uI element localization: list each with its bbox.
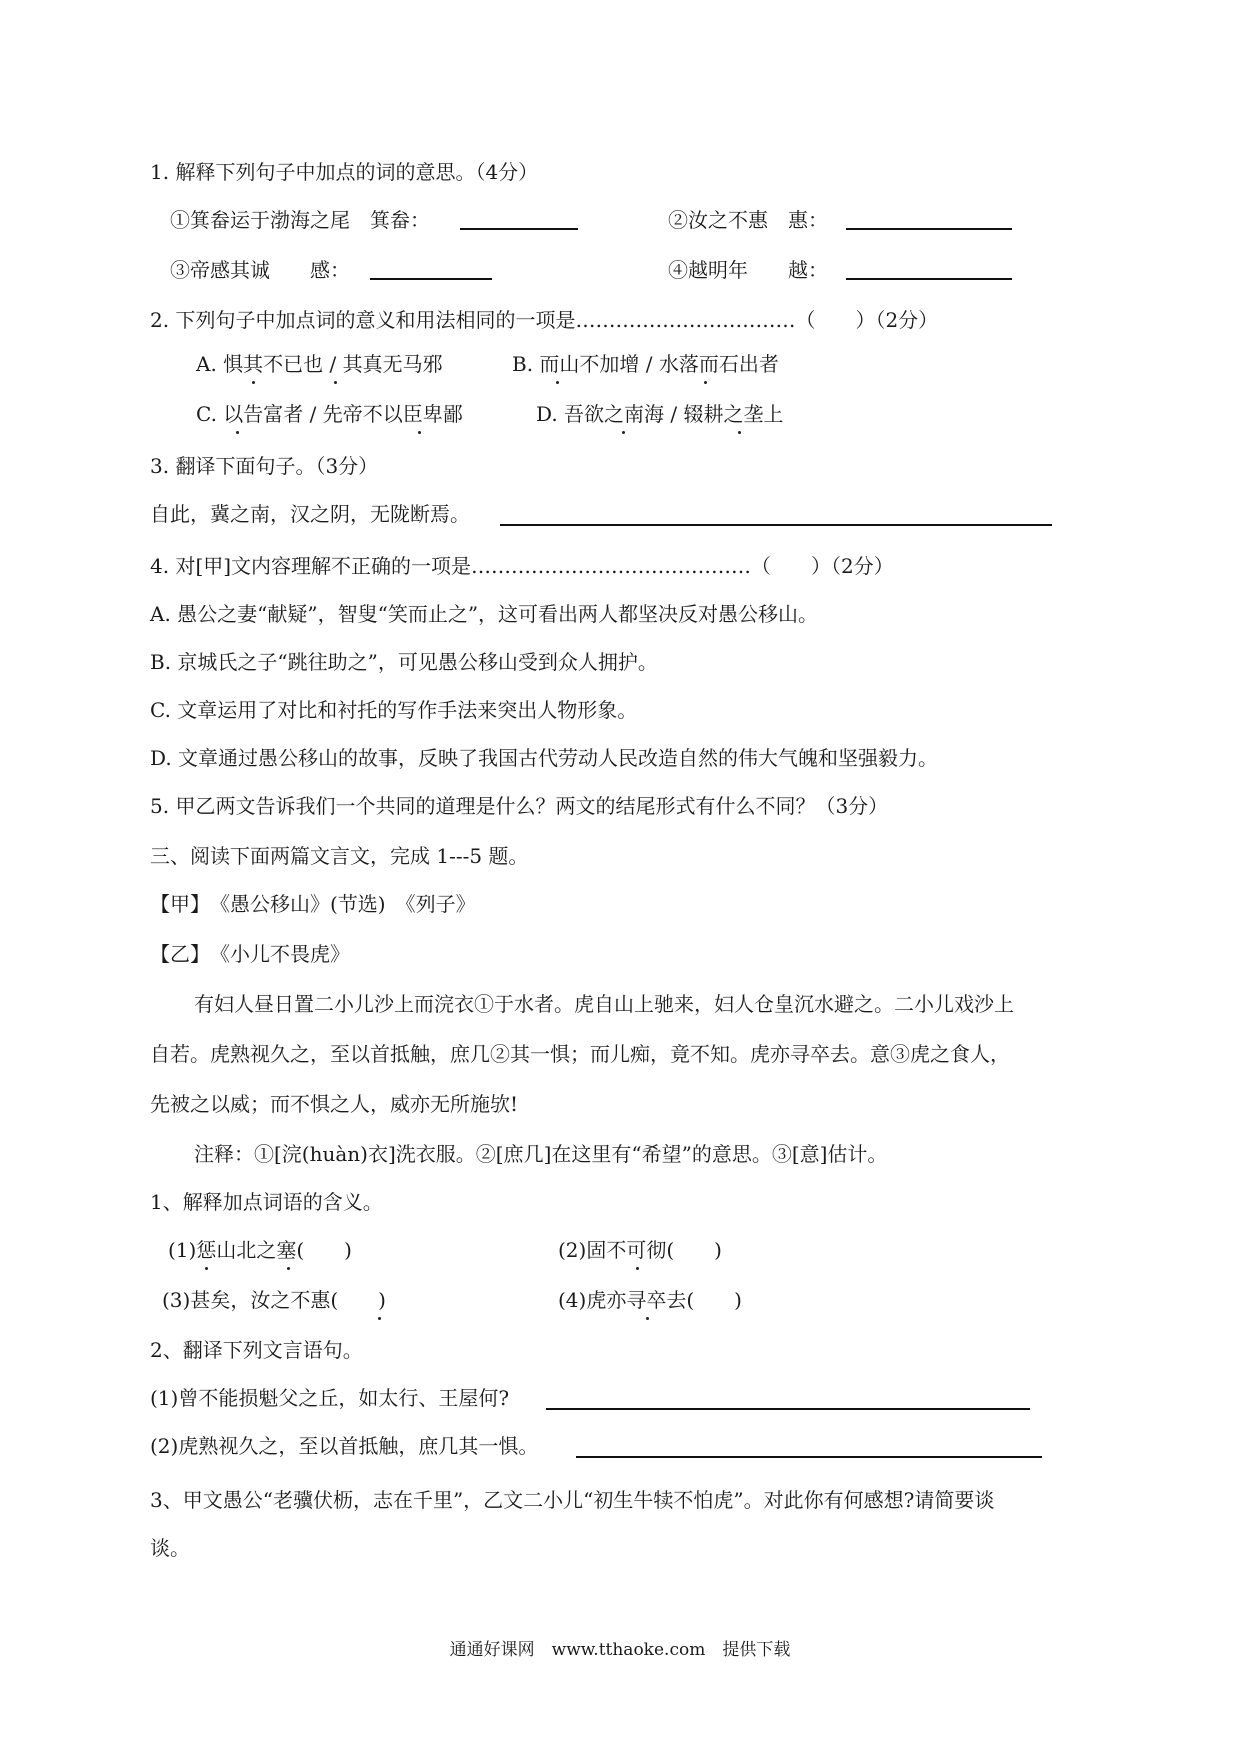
s3-line-2: 谈。	[150, 1536, 190, 1560]
q3-title: 3. 翻译下面句子。（3分）	[150, 454, 379, 478]
q5-title: 5. 甲乙两文告诉我们一个共同的道理是什么？两文的结尾形式有什么不同？（3分）	[150, 794, 889, 818]
q2-option-b: B. 而山不加增 / 水落而石出者	[512, 352, 779, 376]
s1-item-4: (4)虎亦寻卒去( )	[558, 1288, 742, 1312]
passage-paragraph-line: 有妇人昼日置二小儿沙上而浣衣①于水者。虎自山上驰来，妇人仓皇沉水避之。二小儿戏沙上	[194, 992, 1014, 1016]
s2-answer-blank-1[interactable]	[546, 1408, 1030, 1410]
emphasis-dot	[252, 381, 255, 384]
q4-title: 4. 对[甲]文内容理解不正确的一项是……………………………………（ ）（2分）	[150, 554, 894, 578]
s1-title: 1、解释加点词语的含义。	[150, 1190, 383, 1214]
emphasis-dot	[378, 1317, 381, 1320]
s3-line-1: 3、甲文愚公“老骥伏枥，志在千里”，乙文二小儿“初生牛犊不怕虎”。对此你有何感想?请简要谈	[150, 1488, 995, 1512]
q1-answer-blank-d[interactable]	[846, 278, 1012, 280]
q1-item-a: ①箕畚运于渤海之尾 箕畚：	[170, 208, 430, 232]
q2-option-c: C. 以告富者 / 先帝不以臣卑鄙	[196, 402, 463, 426]
emphasis-dot	[738, 431, 741, 434]
q1-answer-blank-a[interactable]	[460, 228, 578, 230]
q1-item-b: ②汝之不惠 惠：	[668, 208, 828, 232]
emphasis-dot	[334, 381, 337, 384]
emphasis-dot	[418, 431, 421, 434]
q4-option-b: B. 京城氏之子“跳往助之”，可见愚公移山受到众人拥护。	[150, 650, 658, 674]
passage-notes: 注释：①[浣(huàn)衣]洗衣服。②[庶几]在这里有“希望”的意思。③[意]估计。	[194, 1142, 888, 1166]
emphasis-dot	[236, 431, 239, 434]
s2-answer-blank-2[interactable]	[576, 1456, 1042, 1458]
emphasis-dot	[646, 1317, 649, 1320]
s2-item-1: (1)曾不能损魁父之丘，如太行、王屋何?	[150, 1386, 510, 1410]
emphasis-dot	[636, 1267, 639, 1270]
q3-sentence: 自此，冀之南，汉之阴，无陇断焉。	[150, 502, 470, 526]
emphasis-dot	[704, 381, 707, 384]
q1-item-d: ④越明年 越：	[668, 258, 828, 282]
passage-yi-title: 【乙】 《小儿不畏虎》	[150, 942, 350, 966]
passage-paragraph-line: 自若。虎熟视久之，至以首抵触，庶几②其一惧；而儿痴，竟不知。虎亦寻卒去。意③虎之食人，	[150, 1042, 1010, 1066]
q4-option-c: C. 文章运用了对比和衬托的写作手法来突出人物形象。	[150, 698, 638, 722]
emphasis-dot	[205, 1267, 208, 1270]
passage-paragraph-line: 先被之以威；而不惧之人，威亦无所施欤!	[150, 1092, 519, 1116]
q2-option-a: A. 惧其不已也 / 其真无马邪	[196, 352, 443, 376]
s1-item-3: (3)甚矣，汝之不惠( )	[162, 1288, 386, 1312]
q2-title: 2. 下列句子中加点词的意义和用法相同的一项是……………………………（ ）（2分）	[150, 308, 939, 332]
q3-answer-blank[interactable]	[500, 524, 1052, 526]
q1-answer-blank-c[interactable]	[370, 278, 492, 280]
q1-title: 1. 解释下列句子中加点的词的意思。（4分）	[150, 160, 539, 184]
q4-option-d: D. 文章通过愚公移山的故事，反映了我国古代劳动人民改造自然的伟大气魄和坚强毅力。	[150, 746, 939, 770]
q2-option-d: D. 吾欲之南海 / 辍耕之垄上	[536, 402, 784, 426]
section3-heading: 三、阅读下面两篇文言文，完成 1---5 题。	[150, 844, 529, 868]
page-footer: 通通好课网 www.tthaoke.com 提供下载	[449, 1640, 791, 1660]
emphasis-dot	[622, 431, 625, 434]
q1-item-c: ③帝感其诚 感：	[170, 258, 350, 282]
emphasis-dot	[556, 381, 559, 384]
s1-item-1: (1)惩山北之塞( )	[168, 1238, 352, 1262]
passage-jia-title: 【甲】 《愚公移山》(节选) 《列子》	[150, 892, 476, 916]
s2-title: 2、翻译下列文言语句。	[150, 1338, 363, 1362]
emphasis-dot	[287, 1267, 290, 1270]
q1-answer-blank-b[interactable]	[846, 228, 1012, 230]
s1-item-2: (2)固不可彻( )	[558, 1238, 722, 1262]
s2-item-2: (2)虎熟视久之，至以首抵触，庶几其一惧。	[150, 1434, 539, 1458]
q4-option-a: A. 愚公之妻“献疑”，智叟“笑而止之”，这可看出两人都坚决反对愚公移山。	[150, 602, 819, 626]
